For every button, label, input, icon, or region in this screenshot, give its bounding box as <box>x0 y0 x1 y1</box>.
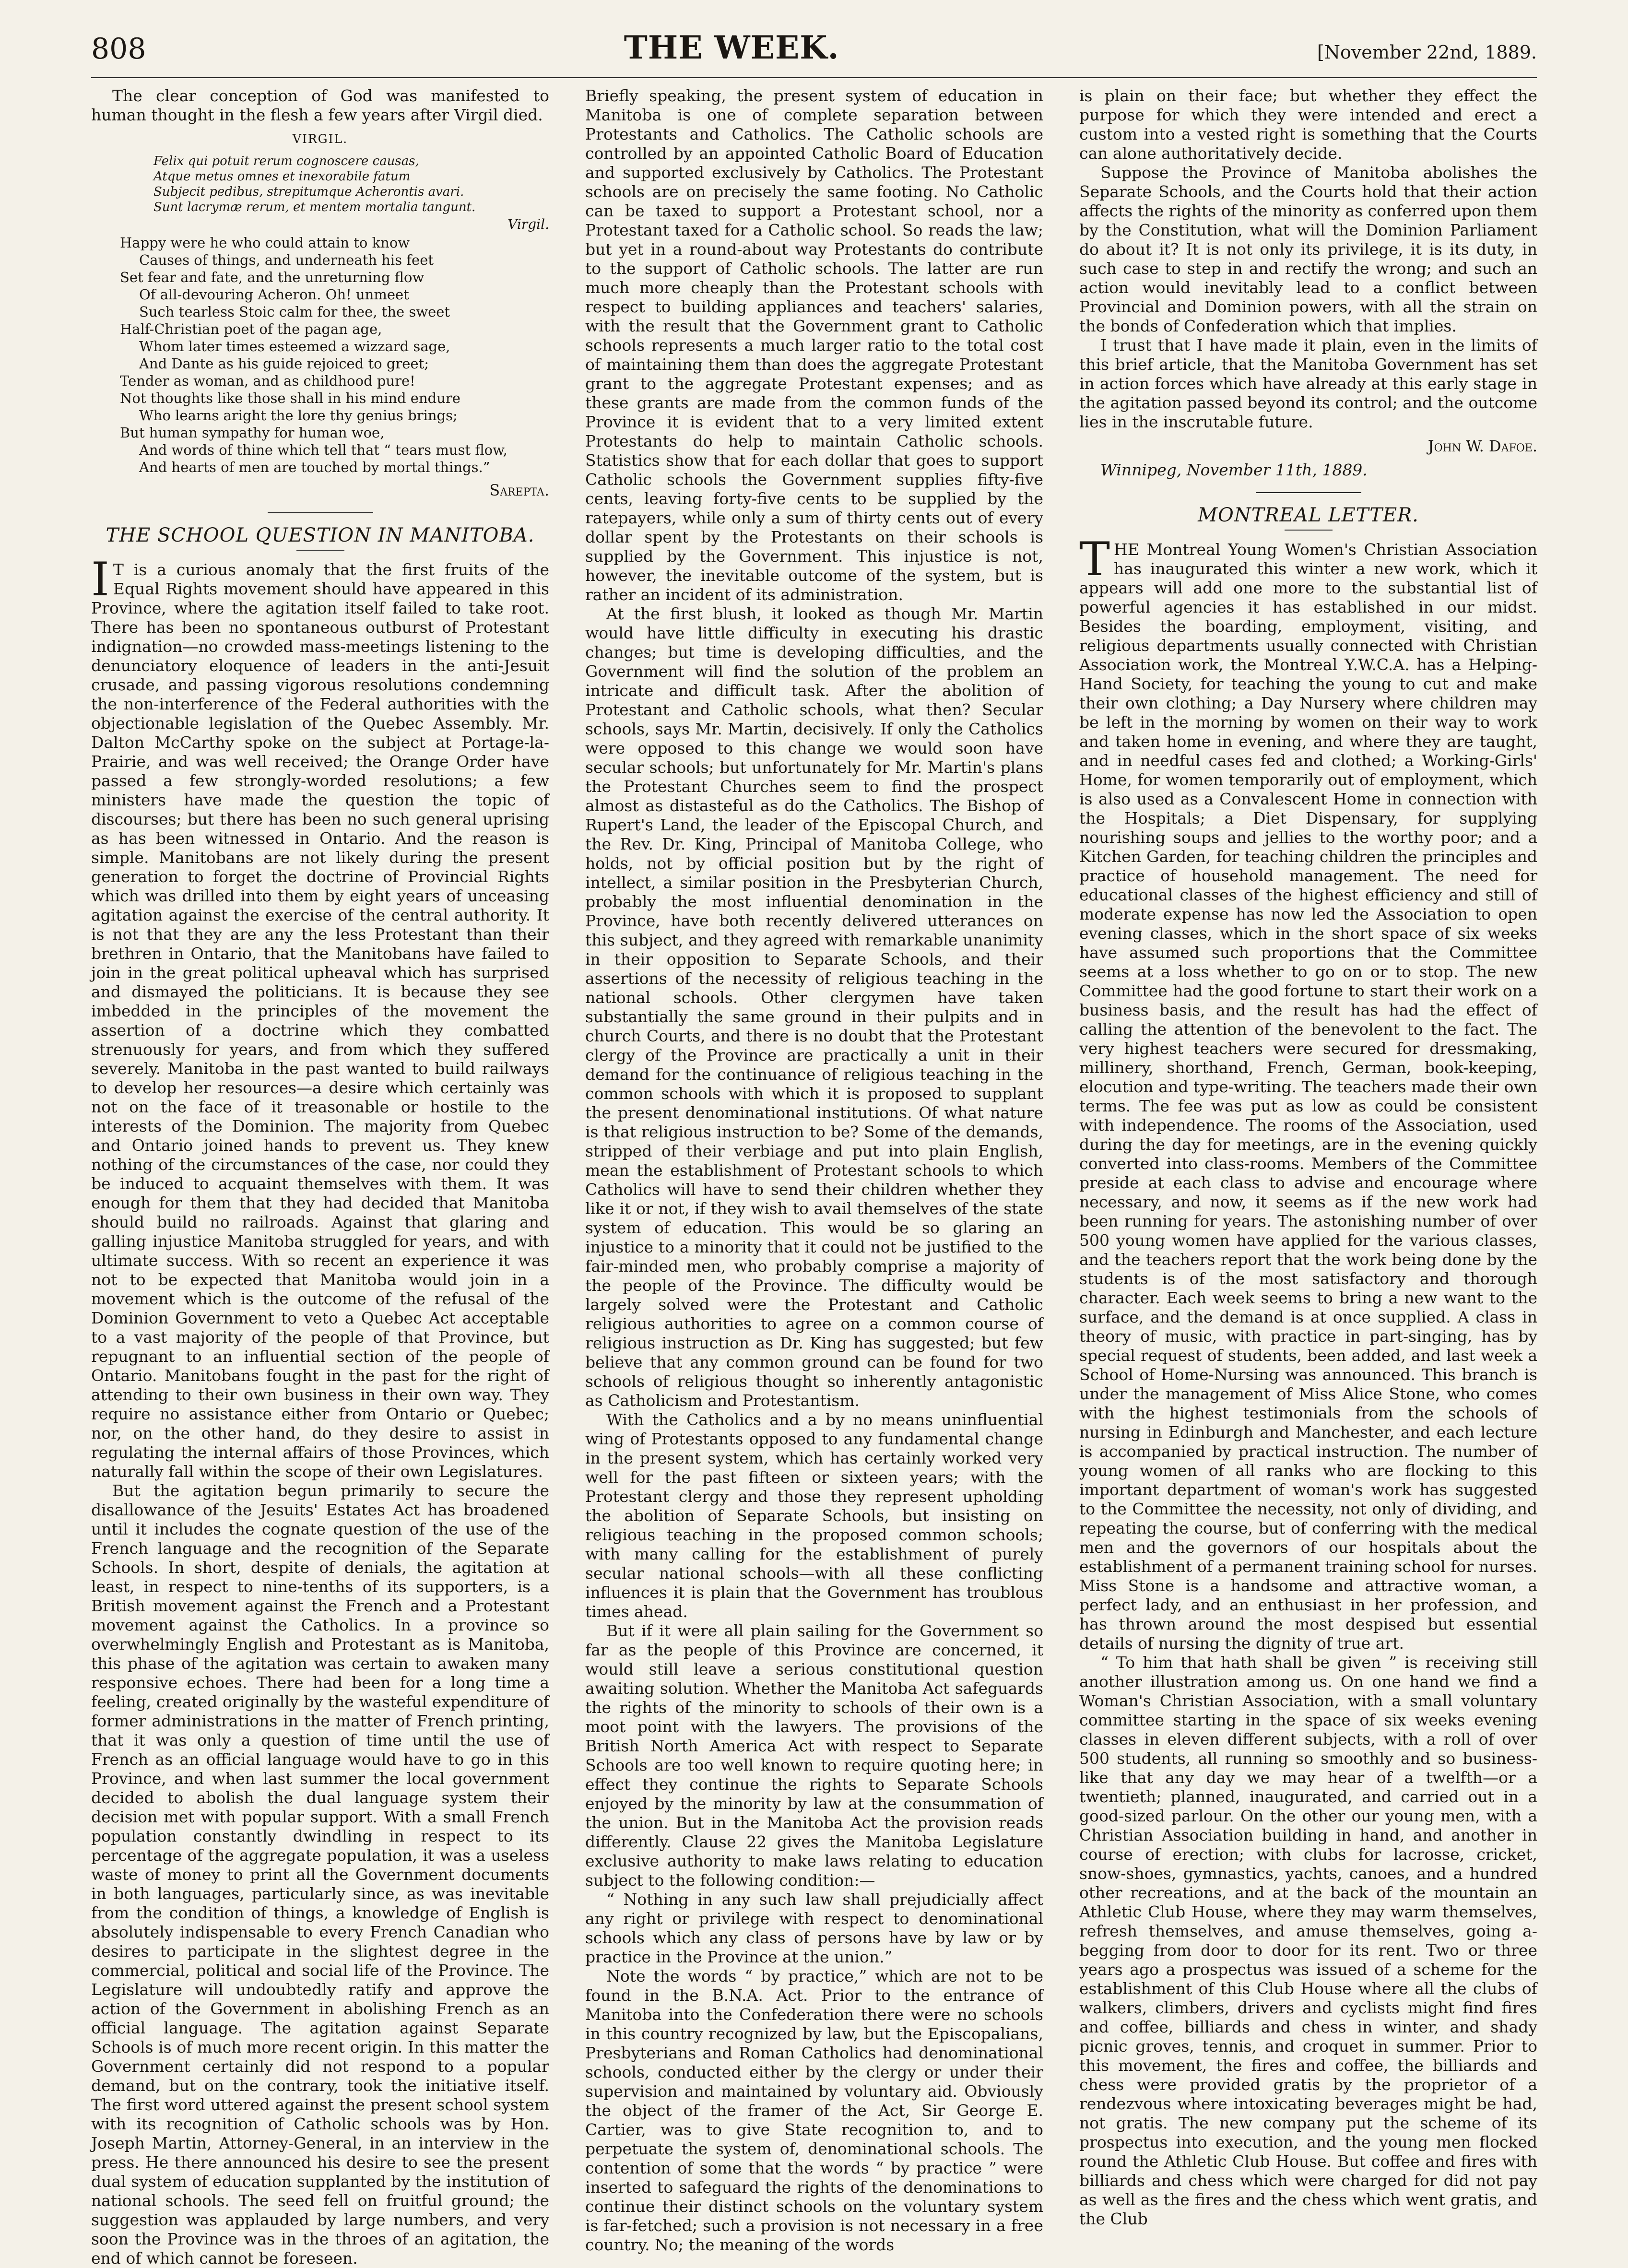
drop-cap: T <box>1079 532 1110 586</box>
column-2 <box>585 86 1043 2254</box>
page-number: 808 <box>91 32 146 66</box>
divider <box>1256 492 1361 493</box>
poem-line: Not thoughts like those shall in his mind endure <box>120 390 460 406</box>
article-paragraph <box>1079 532 1537 1653</box>
dateline: Winnipeg, November 11th, 1889. <box>1100 461 1368 479</box>
latin-line: Atque metus omnes et inexorabile fatum <box>153 169 411 184</box>
poem <box>120 234 520 476</box>
issue-date: [November 22nd, 1889. <box>1317 42 1537 63</box>
latin-attribution: Virgil. <box>507 216 549 232</box>
article-paragraph: “ To him that hath shall be given ” is receiving still another illustration among us. On one hand we find a Woman's Christian Association, with a small voluntary committee starting in the space of six weeks evening classes in eleven different subjects, with a roll of over 500 students, all running so smoothly and so business-like that any day we may hear of a twelfth—or a twentieth; planned, inaugurated, and carried out in a good-sized parlour. On the other our young men, with a Christian Association building in hand, and another in course of erection; with clubs for lacrosse, cricket, snow-shoes, gymnastics, yachts, canoes, and a hundred other recreations, and at the back of the mountain an Athletic Club House, where they may warm themselves, refresh themselves, and amuse themselves, going a-begging from door to door for its rent. Two or three years ago a prospectus was issued of a scheme for the establishment of this Club House where all the clubs of walkers, climbers, drivers and cyclists might find fires and coffee, billiards and chess in winter, and shady picnic groves, tennis, and croquet in summer. Prior to this movement, the fires and coffee, the billiards and chess were provided gratis by the proprietor of a rendezvous where intoxicating beverages might be had, not gratis. The new company put the scheme of its prospectus into execution, and the young men flocked round the Athletic Club House. But coffee and fires with billiards and chess which were charged for did not pay as well as the fires and the chess which went gratis, and the Club <box>1079 1653 1537 2228</box>
legal-quote: “ Nothing in any such law shall prejudicially affect any right or privilege with respect to denominational schools which any class of persons have by law or by practice in the Province at the union.” <box>585 1890 1043 1966</box>
article-paragraph: But if it were all plain sailing for the Government so far as the people of this Province are concerned, it would still leave a serious constitutional question awaiting solution. Whether the Manitoba Act safeguards the rights of the minority to schools of their own is a moot point with the lawyers. The provisions of the British North America Act with respect to Separate Schools are too well known to require quoting here; in effect they continue the rights to Separate Schools enjoyed by the minority by law at the consummation of the union. But in the Manitoba Act the provision reads differently. Clause 22 gives the Manitoba Legislature exclusive authority to make laws relating to education subject to the following condition:— <box>585 1621 1043 1890</box>
poem-line: But human sympathy for human woe, <box>120 425 385 441</box>
virgil-heading: VIRGIL. <box>292 132 348 146</box>
poem-line: Of all-devouring Acheron. Oh! unmeet <box>139 286 409 303</box>
paragraph-text: HE Montreal Young Women's Christian Association has inaugurated this winter a new work, which it appears will add one more to the substantial list of powerful agencies it has established in our midst. Besides the boarding, employment, visiting, and religious departments usually connected with Christian Association work, the Montreal Y.W.C.A. has a Helping-Hand Society, for teaching the young to cut and make their own clothing; a Day Nursery where children may be left in the morning by women on their way to work and taken home in evening, and where they are taught, and in needful cases fed and clothed; a Working-Girls' Home, for women temporarily out of employment, which is also used as a Convalescent Home in connection with the Hospitals; a Diet Dispensary, for supplying nourishing soups and jellies to the worthy poor; and a Kitchen Garden, for teaching children the principles and practice of household management. The need for educational classes of the highest efficiency and still of moderate expense has now led the Association to open evening classes, which in the short space of six weeks have assumed such proportions that the Committee seems at a loss whether to go on or to stop. The new Committee had the good fortune to start their work on a business basis, and the result has had the effect of calling the attention of the benevolent to the fact. The very highest teachers were secured for dressmaking, millinery, shorthand, French, German, book-keeping, elocution and type-writing. The teachers made their own terms. The fee was put as low as could be consistent with independence. The rooms of the Association, used during the day for meetings, are in the evening quickly converted into class-rooms. Members of the Committee preside at each class to advise and encourage where necessary, and now, it seems as if the new work had been running for years. The astonishing number of over 500 young women have applied for the various classes, and the teachers report that the work being done by the students is of the most satisfactory and thorough character. Each week seems to bring a new want to the surface, and the demand is at once supplied. A class in theory of music, with practice in part-singing, has by special request of students, been added, and last week a School of Home-Nursing was announced. This branch is under the management of Miss Alice Stone, who comes with the highest testimonials from the schools of nursing in Edinburgh and Manchester, and each lecture is accompanied by practical instruction. The number of young women of all ranks who are flocking to this important department of woman's work has suggested to the Committee the necessity, not only of dividing, and repeating the course, but of conferring with the medical men and the governors of our hospitals about the establishment of a permanent training school for nurses. Miss Stone is a handsome and attractive woman, a perfect lady, and an enthusiast in her profession, and has thrown around the most despised but essential details of nursing the dignity of true art. <box>1079 540 1537 1653</box>
journal-title: THE WEEK. <box>624 29 839 66</box>
poem-line: Who learns aright the lore thy genius brings; <box>139 407 458 424</box>
poem-line: Whom later times esteemed a wizzard sage, <box>139 338 450 354</box>
poem-line: And Dante as his guide rejoiced to greet; <box>139 355 429 372</box>
poem-line: Half-Christian poet of the pagan age, <box>120 321 382 337</box>
divider <box>296 550 344 551</box>
latin-line: Felix qui potuit rerum cognoscere causas, <box>153 154 419 168</box>
poem-signature: Sarepta. <box>489 481 549 499</box>
author-signature: John W. Dafoe. <box>1427 437 1537 455</box>
poem-line: And words of thine which tell that “ tears must flow, <box>139 442 507 458</box>
poem-line: Causes of things, and underneath his feet <box>139 252 434 268</box>
article-title-school-question: THE SCHOOL QUESTION IN MANITOBA. <box>106 524 535 546</box>
poem-line: Such tearless Stoic calm for thee, the sweet <box>139 304 450 320</box>
paragraph-text: T is a curious anomaly that the first fruits of the Equal Rights movement should have appeared in this Province, where the agitation itself failed to take root. There has been no spontaneous outburst of Protestant indignation—no crowded mass-meetings listening to the denunciatory eloquence of leaders in the anti-Jesuit crusade, and passing vigorous resolutions condemning the non-interference of the Federal authorities with the objectionable legislation of the Quebec Assembly. Mr. Dalton McCarthy spoke on the subject at Portage-la-Prairie, and was well received; the Orange Order have passed a few strongly-worded resolutions; a few ministers have made the question the topic of discourses; but there has been no such general uprising as has been witnessed in Ontario. And the reason is simple. Manitobans are not likely during the present generation to forget the doctrine of Provincial Rights which was drilled into them by eight years of unceasing agitation against the exercise of the central authority. It is not that they are any the less Protestant than their brethren in Ontario, that the Manitobans have failed to join in the great political upheaval which has surprised and dismayed the politicians. It is because they see imbedded in the principles of the movement the assertion of a doctrine which they combatted strenuously for years, and from which they suffered severely. Manitoba in the past wanted to build railways to develop her resources—a desire which certainly was not on the face of it treasonable or hostile to the interests of the Dominion. The majority from Quebec and Ontario joined hands to prevent us. They knew nothing of the circumstances of the case, nor could they be induced to acquaint themselves with them. It was enough for them that they had decided that Manitoba should build no railroads. Against that glaring and galling injustice Manitoba struggled for years, and with ultimate success. With so recent an experience it was not to be expected that Manitoba would join in a movement which is the outcome of the refusal of the Dominion Government to veto a Quebec Act acceptable to a vast majority of the people of that Province, but repugnant to an influential section of the people of Ontario. Manitobans fought in the past for the right of attending to their own business in their own way. They require no assistance either from Ontario or Quebec; nor, on the other hand, do they desire to assist in regulating the internal affairs of those Provinces, which naturally fall within the scope of their own Legislatures. <box>91 560 549 1481</box>
latin-line: Subjecit pedibus, strepitumque Acherontis avari. <box>153 185 464 199</box>
article-paragraph: With the Catholics and a by no means uninfluential wing of Protestants opposed to any fundamental change in the present system, which has certainly worked very well for the past fifteen or sixteen years; with the Protestant clergy and those they represent upholding the abolition of Separate Schools, but insisting on religious teaching in the proposed common schools; with many calling for the establishment of purely secular national schools—with all these conflicting influences it is plain that the Government has troublous times ahead. <box>585 1410 1043 1621</box>
poem-line: Set fear and fate, and the unreturning flow <box>120 269 425 285</box>
article-title-montreal-letter: MONTREAL LETTER. <box>1198 504 1419 526</box>
article-paragraph: Suppose the Province of Manitoba abolishes the Separate Schools, and the Courts hold that their action affects the rights of the minority as conferred upon them by the Constitution, what will the Dominion Parliament do about it? It is not only its privilege, it is its duty, in such case to step in and rectify the wrong; and such an action would inevitably lead to a conflict between Provincial and Dominion powers, with all the strain on the bonds of Confederation which that implies. <box>1079 163 1538 335</box>
column-3 <box>1079 86 1537 2226</box>
drop-cap: I <box>91 553 109 606</box>
article-paragraph: is plain on their face; but whether they effect the purpose for which they were intended and erect a custom into a vested right is something that the Courts can alone authoritatively decide. <box>1079 86 1537 163</box>
article-paragraph: But the agitation begun primarily to secure the disallowance of the Jesuits' Estates Act has broadened until it includes the cognate question of the use of the French language and the recognition of the Separate Schools. In short, despite of denials, the agitation at least, in respect to nine-tenths of its supporters, is a British movement against the French and a Protestant movement against the Catholics. In a province so overwhelmingly English and Protestant as is Manitoba, this phase of the agitation was certain to awaken many responsive echoes. There had been for a long time a feeling, created originally by the wasteful expenditure of former administrations in the matter of French printing, that it was only a question of time until the use of French as an official language would have to go in this Province, and when last summer the local government decided to abolish the dual language system their decision met with popular support. With a small French population constantly dwindling in respect to its percentage of the aggregate population, it was a useless waste of money to print all the Government documents in both languages, particularly since, as was inevitable from the condition of things, a knowledge of English is absolutely indispensable to every French Canadian who desires to participate in the slightest degree in the commercial, political and social life of the Province. The Legislature will undoubtedly ratify and approve the action of the Government in abolishing French as an official language. The agitation against Separate Schools is of much more recent origin. In this matter the Government certainly did not respond to a popular demand, but on the contrary, took the initiative itself. The first word uttered against the present school system with its recognition of Catholic schools was by Hon. Joseph Martin, Attorney-General, in an interview in the press. He there announced his desire to see the present dual system of education supplanted by the institution of national schools. The seed fell on fruitful ground; the suggestion was applauded by large numbers, and very soon the Province was in the throes of an agitation, the end of which cannot be foreseen. <box>91 1481 549 2268</box>
poem-intro: The clear conception of God was manifested to human thought in the flesh a few years after Virgil died. <box>91 86 549 124</box>
divider <box>268 512 373 513</box>
column-1 <box>91 86 549 2268</box>
poem-line: And hearts of men are touched by mortal things.” <box>139 459 490 475</box>
article-paragraph: At the first blush, it looked as though Mr. Martin would have little difficulty in executing his drastic changes; but time is developing difficulties, and the Government will find the solution of the problem an intricate and difficult task. After the abolition of Protestant and Catholic schools, what then? Secular schools, says Mr. Martin, decisively. If only the Catholics were opposed to this change we would soon have secular schools; but unfortunately for Mr. Martin's plans the Protestant Churches seem to find the prospect almost as distasteful as do the Catholics. The Bishop of Rupert's Land, the leader of the Episcopal Church, and the Rev. Dr. King, Principal of Manitoba College, who holds, not by official position but by the right of intellect, a similar position in the Presbyterian Church, probably the most influential denomination in the Province, have both recently delivered utterances on this subject, and they agreed with remarkable unanimity in their opposition to Separate Schools, and their assertions of the necessity of religious teaching in the national schools. Other clergymen have taken substantially the same ground in their pulpits and in church Courts, and there is no doubt that the Protestant clergy of the Province are practically a unit in their demand for the continuance of religious teaching in the common schools with which it is proposed to supplant the present denominational institutions. Of what nature is that religious instruction to be? Some of the demands, stripped of their verbiage and put into plain English, mean the establishment of Protestant schools to which Catholics will have to send their children whether they like it or not, if they wish to avail themselves of the state system of education. This would be so glaring an injustice to a minority that it could not be justified to the fair-minded men, who probably comprise a majority of the people of the Province. The difficulty would be largely solved were the Protestant and Catholic religious authorities to agree on a common course of religious instruction as Dr. King has suggested; but few believe that any common ground can be found for two schools of religious thought so inherently antagonistic as Catholicism and Protestantism. <box>585 604 1043 1410</box>
masthead <box>91 29 1537 78</box>
article-paragraph: Briefly speaking, the present system of education in Manitoba is one of complete separation between Protestants and Catholics. The Catholic schools are controlled by an appointed Catholic Board of Education and supported exclusively by Catholics. The Protestant schools are on precisely the same footing. No Catholic can be taxed to support a Protestant school, nor a Protestant taxed for a Catholic school. So reads the law; but yet in a round-about way Protestants do contribute to the support of Catholic schools. The latter are run much more cheaply than the Protestant schools with respect to building appliances and teachers' salaries, with the result that the Government grant to Catholic schools represents a much larger ratio to the total cost of maintaining them than does the aggregate Protestant grant to the aggregate Protestant expenses; and as these grants are made from the common funds of the Province it is evident that to a very limited extent Protestants do help to maintain Catholic schools. Statistics show that for each dollar that goes to support Catholic schools the Government supplies fifty-five cents, leaving forty-five cents to be supplied by the ratepayers, while only a sum of thirty cents out of every dollar spent by the Protestants on their schools is supplied by the Government. This injustice is not, however, the inevitable outcome of the system, but is rather an incident of its administration. <box>585 86 1043 604</box>
poem-line: Happy were he who could attain to know <box>120 235 410 251</box>
divider <box>1285 530 1333 531</box>
latin-line: Sunt lacrymæ rerum, et mentem mortalia tangunt. <box>153 200 476 214</box>
article-paragraph <box>91 553 549 1481</box>
poem-line: Tender as woman, and as childhood pure! <box>120 373 415 389</box>
article-paragraph: I trust that I have made it plain, even in the limits of this brief article, that the Manitoba Government has set in action forces which have already at this early stage in the agitation passed beyond its control; and the outcome lies in the inscrutable future. <box>1079 336 1537 431</box>
article-paragraph: Note the words “ by practice,” which are not to be found in the B.N.A. Act. Prior to the entrance of Manitoba into the Confederation there were no schools in this country recognized by law, but the Episcopalians, Presbyterians and Roman Catholics had denominational schools, conducted either by the clergy or under their supervision and maintained by voluntary aid. Obviously the object of the framer of the Act, Sir George E. Cartier, was to give State recognition to, and to perpetuate the system of, denominational schools. The contention of some that the words “ by practice ” were inserted to safeguard the rights of the denominations to continue their distinct schools on the voluntary system is far-fetched; such a provision is not necessary in a free country. No; the meaning of the words <box>585 1967 1043 2254</box>
latin-quote <box>153 154 487 215</box>
